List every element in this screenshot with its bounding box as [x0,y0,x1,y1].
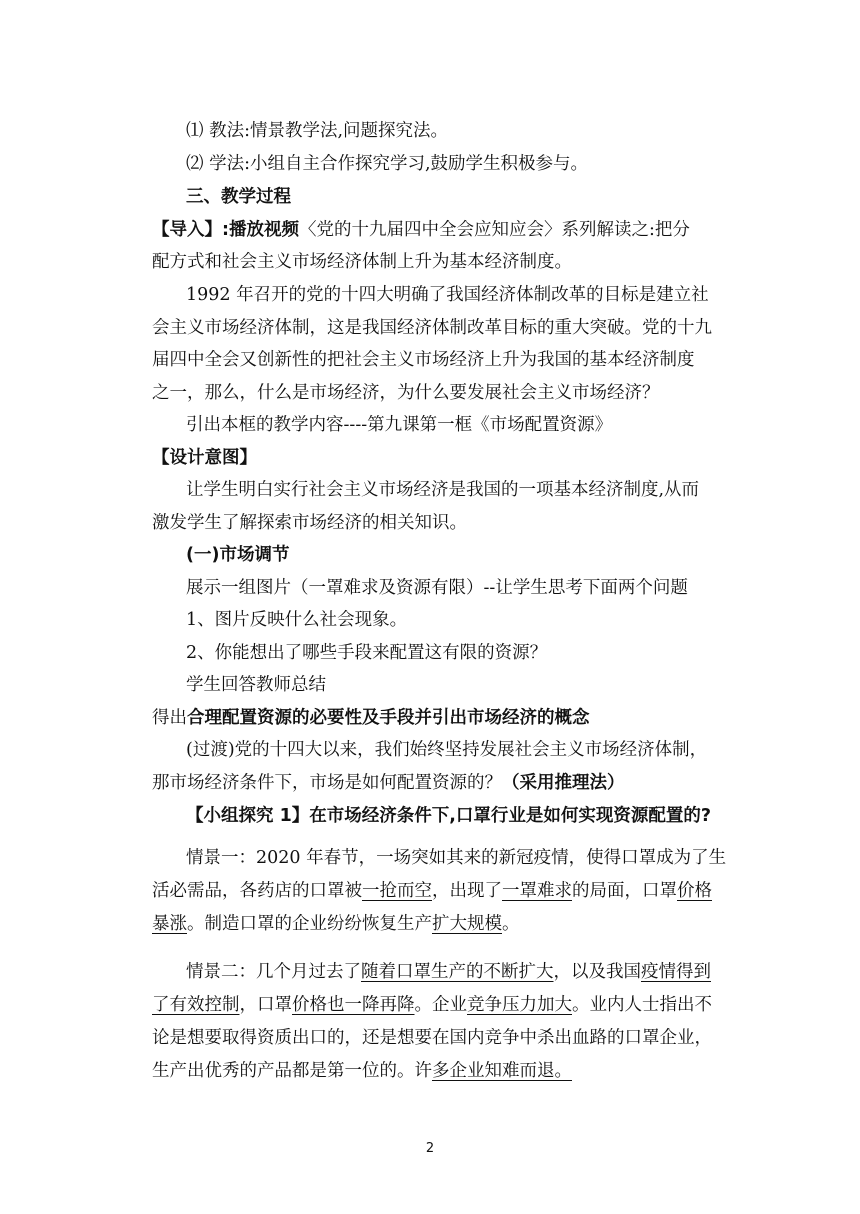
group-inquiry-label: 【小组探究 1】 [186,806,310,826]
scene-2-underline-d: 价格也一降再降 [292,995,415,1015]
intro-video-label: 播放视频 [229,220,299,240]
transition-line-2 [152,771,625,795]
question-1: 1、图片反映什么社会现象。 [186,610,408,630]
intro-text: 〈党的十九届四中全会应知应会〉系列解读之:把分 [299,220,690,240]
section-title: 三、教学过程 [186,187,291,207]
page-number: 2 [425,1141,435,1156]
scene-1-line-1: 情景一：2020 年春节，一场突如其来的新冠疫情，使得口罩成为了生 [186,848,727,868]
subsection-title: (一)市场调节 [186,545,290,565]
paragraph-1992-line-3: 届四中全会又创新性的把社会主义市场经济上升为我国的基本经济制度 [152,350,695,370]
scene-1-line-2 [152,879,712,903]
scene-2-text-d: 。企业 [414,995,467,1015]
group-inquiry-question: 在市场经济条件下,口罩行业是如何实现资源配置的? [309,806,712,826]
scene-2-underline-b: 疫情得到 [641,962,711,982]
scene-2-line-4 [152,1059,572,1083]
scene-2-text-a: 情景二：几个月过去了 [186,962,361,982]
scene-1-line-3 [152,912,520,936]
scene-1-text-c: 的局面，口罩 [572,881,677,901]
scene-1-text-a: 活必需品，各药店的口罩被 [152,881,362,901]
design-intent-title: 【设计意图】 [152,448,257,468]
scene-1-underline-c: 价格 [677,881,712,901]
scene-2-text-b: ，以及我国 [553,962,641,982]
paragraph-1992-line-4: 之一，那么，什么是市场经济，为什么要发展社会主义市场经济？ [152,383,660,403]
scene-2-line-2 [152,993,712,1017]
scene-1-text-b: ，出现了 [432,881,502,901]
design-intent-line-2: 激发学生了解探索市场经济的相关知识。 [152,513,467,533]
group-inquiry-1 [186,804,711,828]
scene-2-text-c: ，口罩 [239,995,292,1015]
transition-text: 那市场经济条件下，市场是如何配置资源的？ [152,773,502,793]
scene-2-underline-a: 随着口罩生产的不断扩大 [361,962,554,982]
lead-in-text: 引出本框的教学内容----第九课第一框《市场配置资源》 [186,415,613,435]
scene-1-text-d: 。制造口罩的企业纷纷恢复生产 [187,914,432,934]
scene-2-underline-c: 了有效控制 [152,995,240,1015]
scene-2-underline-f: 多企业知难而退。 [432,1061,572,1081]
scene-2-underline-e: 竞争压力加大 [467,995,572,1015]
scene-2-text-f: 生产出优秀的产品都是第一位的。许 [152,1061,432,1081]
intro-label: 【导入】: [152,220,229,240]
scene-2-line-3: 论是想要取得资质出口的，还是想要在国内竞争中杀出血路的口罩企业， [152,1028,712,1048]
transition-line-1: (过渡)党的十四大以来，我们始终坚持发展社会主义市场经济体制， [186,740,708,760]
scene-1-underline-d: 暴涨 [152,914,187,934]
paragraph-1992-line-2: 会主义市场经济体制，这是我国经济体制改革目标的重大突破。党的十九 [152,318,712,338]
design-intent-line-1: 让学生明白实行社会主义市场经济是我国的一项基本经济制度,从而 [186,480,700,500]
scene-1-underline-a: 一抢而空 [362,881,432,901]
question-2: 2、你能想出了哪些手段来配置这有限的资源？ [186,643,548,663]
conclusion-bold: 合理配置资源的必要性及手段并引出市场经济的概念 [187,708,590,728]
intro-paragraph [152,218,690,242]
show-pictures-text: 展示一组图片（一罩难求及资源有限）--让学生思考下面两个问题 [186,578,688,598]
paragraph-1992-line-1: 1992 年召开的党的十四大明确了我国经济体制改革的目标是建立社 [186,285,709,305]
learning-method: ⑵ 学法:小组自主合作探究学习,鼓励学生积极参与。 [186,154,589,174]
transition-method: （采用推理法） [502,773,625,793]
scene-1-underline-b: 一罩难求 [502,881,572,901]
scene-1-underline-e: 扩大规模 [432,914,502,934]
answer-text: 学生回答教师总结 [186,675,326,695]
conclusion-prefix: 得出 [152,708,187,728]
intro-line-2: 配方式和社会主义市场经济体制上升为基本经济制度。 [152,252,572,272]
scene-2-line-1 [186,960,711,984]
teaching-method: ⑴ 教法:情景教学法,问题探究法。 [186,121,449,141]
conclusion-line [152,706,590,730]
scene-2-text-e: 。业内人士指出不 [572,995,712,1015]
scene-1-text-e: 。 [502,914,520,934]
